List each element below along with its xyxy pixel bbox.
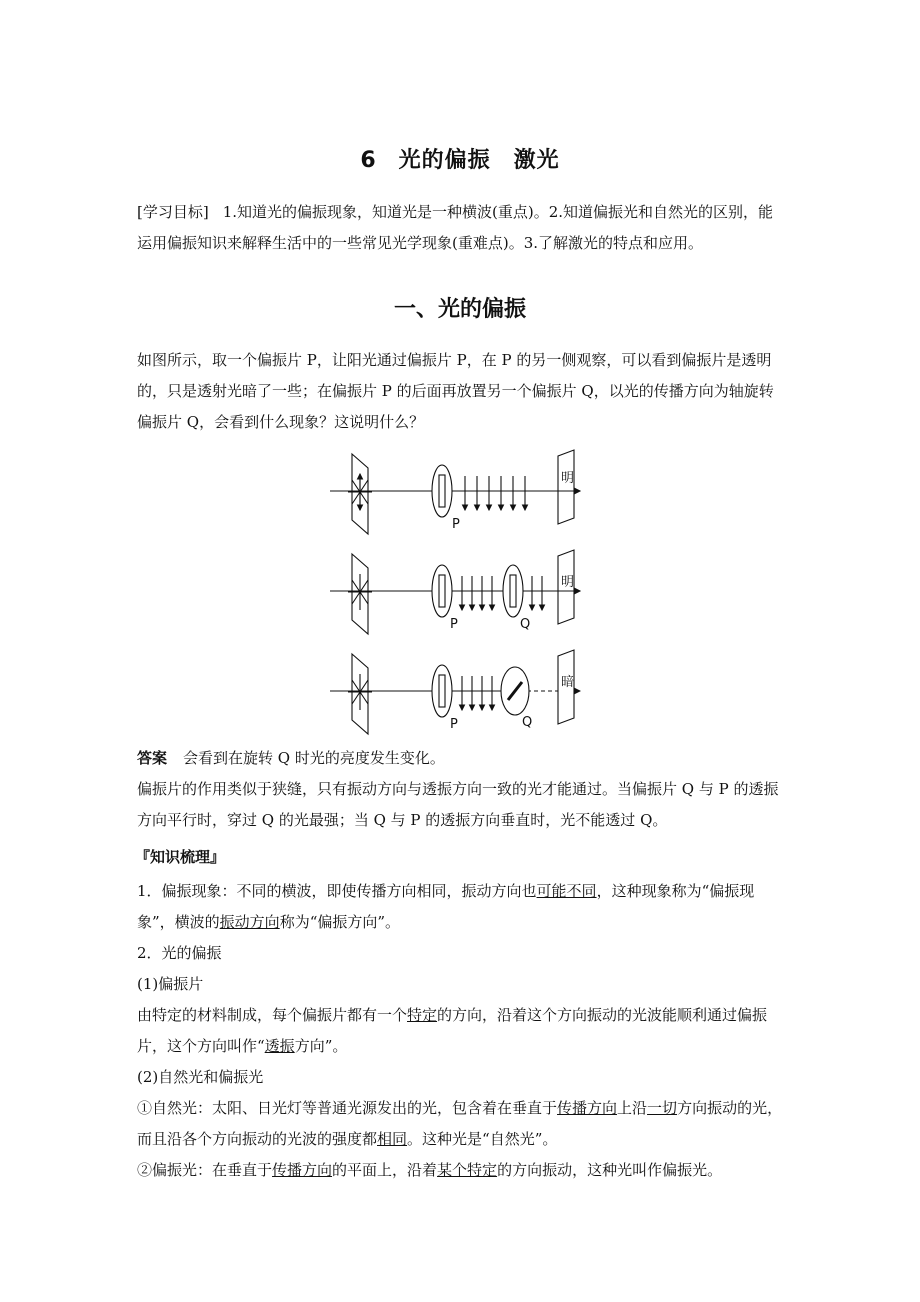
- title-number: 6: [360, 148, 377, 173]
- section-heading: 一、光的偏振: [393, 297, 526, 322]
- label-p: P: [452, 517, 460, 532]
- note-2: 2．光的偏振: [137, 944, 222, 962]
- polarizer-p: [432, 565, 452, 617]
- goals-tag: [学习目标]: [137, 203, 209, 221]
- screen: [558, 450, 574, 524]
- polarizer-p: [432, 665, 452, 717]
- knowledge-notes: [137, 876, 787, 1186]
- page-title: [0, 143, 920, 174]
- polarizer-q: [503, 565, 523, 617]
- explanation: 偏振片的作用类似于狭缝，只有振动方向与透振方向一致的光才能通过。当偏振片 Q 与 P 的透振方向平行时，穿过 Q 的光最强；当 Q 与 P 的透振方向垂直时，光不能透过 Q。: [137, 780, 779, 829]
- polarizer-p: [432, 465, 452, 517]
- polarized-arrows: [465, 476, 525, 510]
- polarization-diagram: [330, 448, 590, 740]
- answer: [137, 743, 787, 774]
- learning-goals: [137, 197, 787, 259]
- note-1: 1．偏振现象：不同的横波，即使传播方向相同，振动方向也可能不同，这种现象称为“偏振现象”，横波的振动方向称为“偏振方向”。: [137, 882, 755, 931]
- label-screen: 明: [561, 471, 575, 486]
- title-text: 光的偏振 激光: [398, 148, 560, 173]
- note-7: ②偏振光：在垂直于传播方向的平面上，沿着某个特定的方向振动，这种光叫作偏振光。: [137, 1161, 723, 1179]
- answer-label: 答案: [137, 749, 168, 767]
- note-3: (1)偏振片: [137, 975, 204, 993]
- intro-paragraph: 如图所示，取一个偏振片 P，让阳光通过偏振片 P，在 P 的另一侧观察，可以看到偏振片是透明的，只是透射光暗了一些；在偏振片 P 的后面再放置另一个偏振片 Q，以光的传播方向为轴旋转偏振片 Q，会看到什么现象？这说明什么？: [137, 351, 774, 431]
- goals-text: 1.知道光的偏振现象，知道光是一种横波(重点)。2.知道偏振光和自然光的区别，能运用偏振知识来解释生活中的一些常见光学现象(重难点)。3.了解激光的特点和应用。: [137, 203, 774, 252]
- label-p: P: [450, 617, 458, 632]
- knowledge-section-title: 『知识梳理』: [135, 848, 226, 866]
- label-screen: 明: [561, 575, 575, 590]
- answer-text: 会看到在旋转 Q 时光的亮度发生变化。: [183, 749, 445, 767]
- note-6: ①自然光：太阳、日光灯等普通光源发出的光，包含着在垂直于传播方向上沿一切方向振动的光，而且沿各个方向振动的光波的强度都相同。这种光是“自然光”。: [137, 1099, 783, 1148]
- label-q: Q: [520, 617, 531, 632]
- label-p: P: [450, 717, 458, 732]
- label-screen: 暗: [561, 675, 575, 690]
- note-4: 由特定的材料制成，每个偏振片都有一个特定的方向，沿着这个方向振动的光波能顺利通过偏振片，这个方向叫作“透振方向”。: [137, 1006, 768, 1055]
- label-q: Q: [522, 715, 533, 730]
- note-5: (2)自然光和偏振光: [137, 1068, 264, 1086]
